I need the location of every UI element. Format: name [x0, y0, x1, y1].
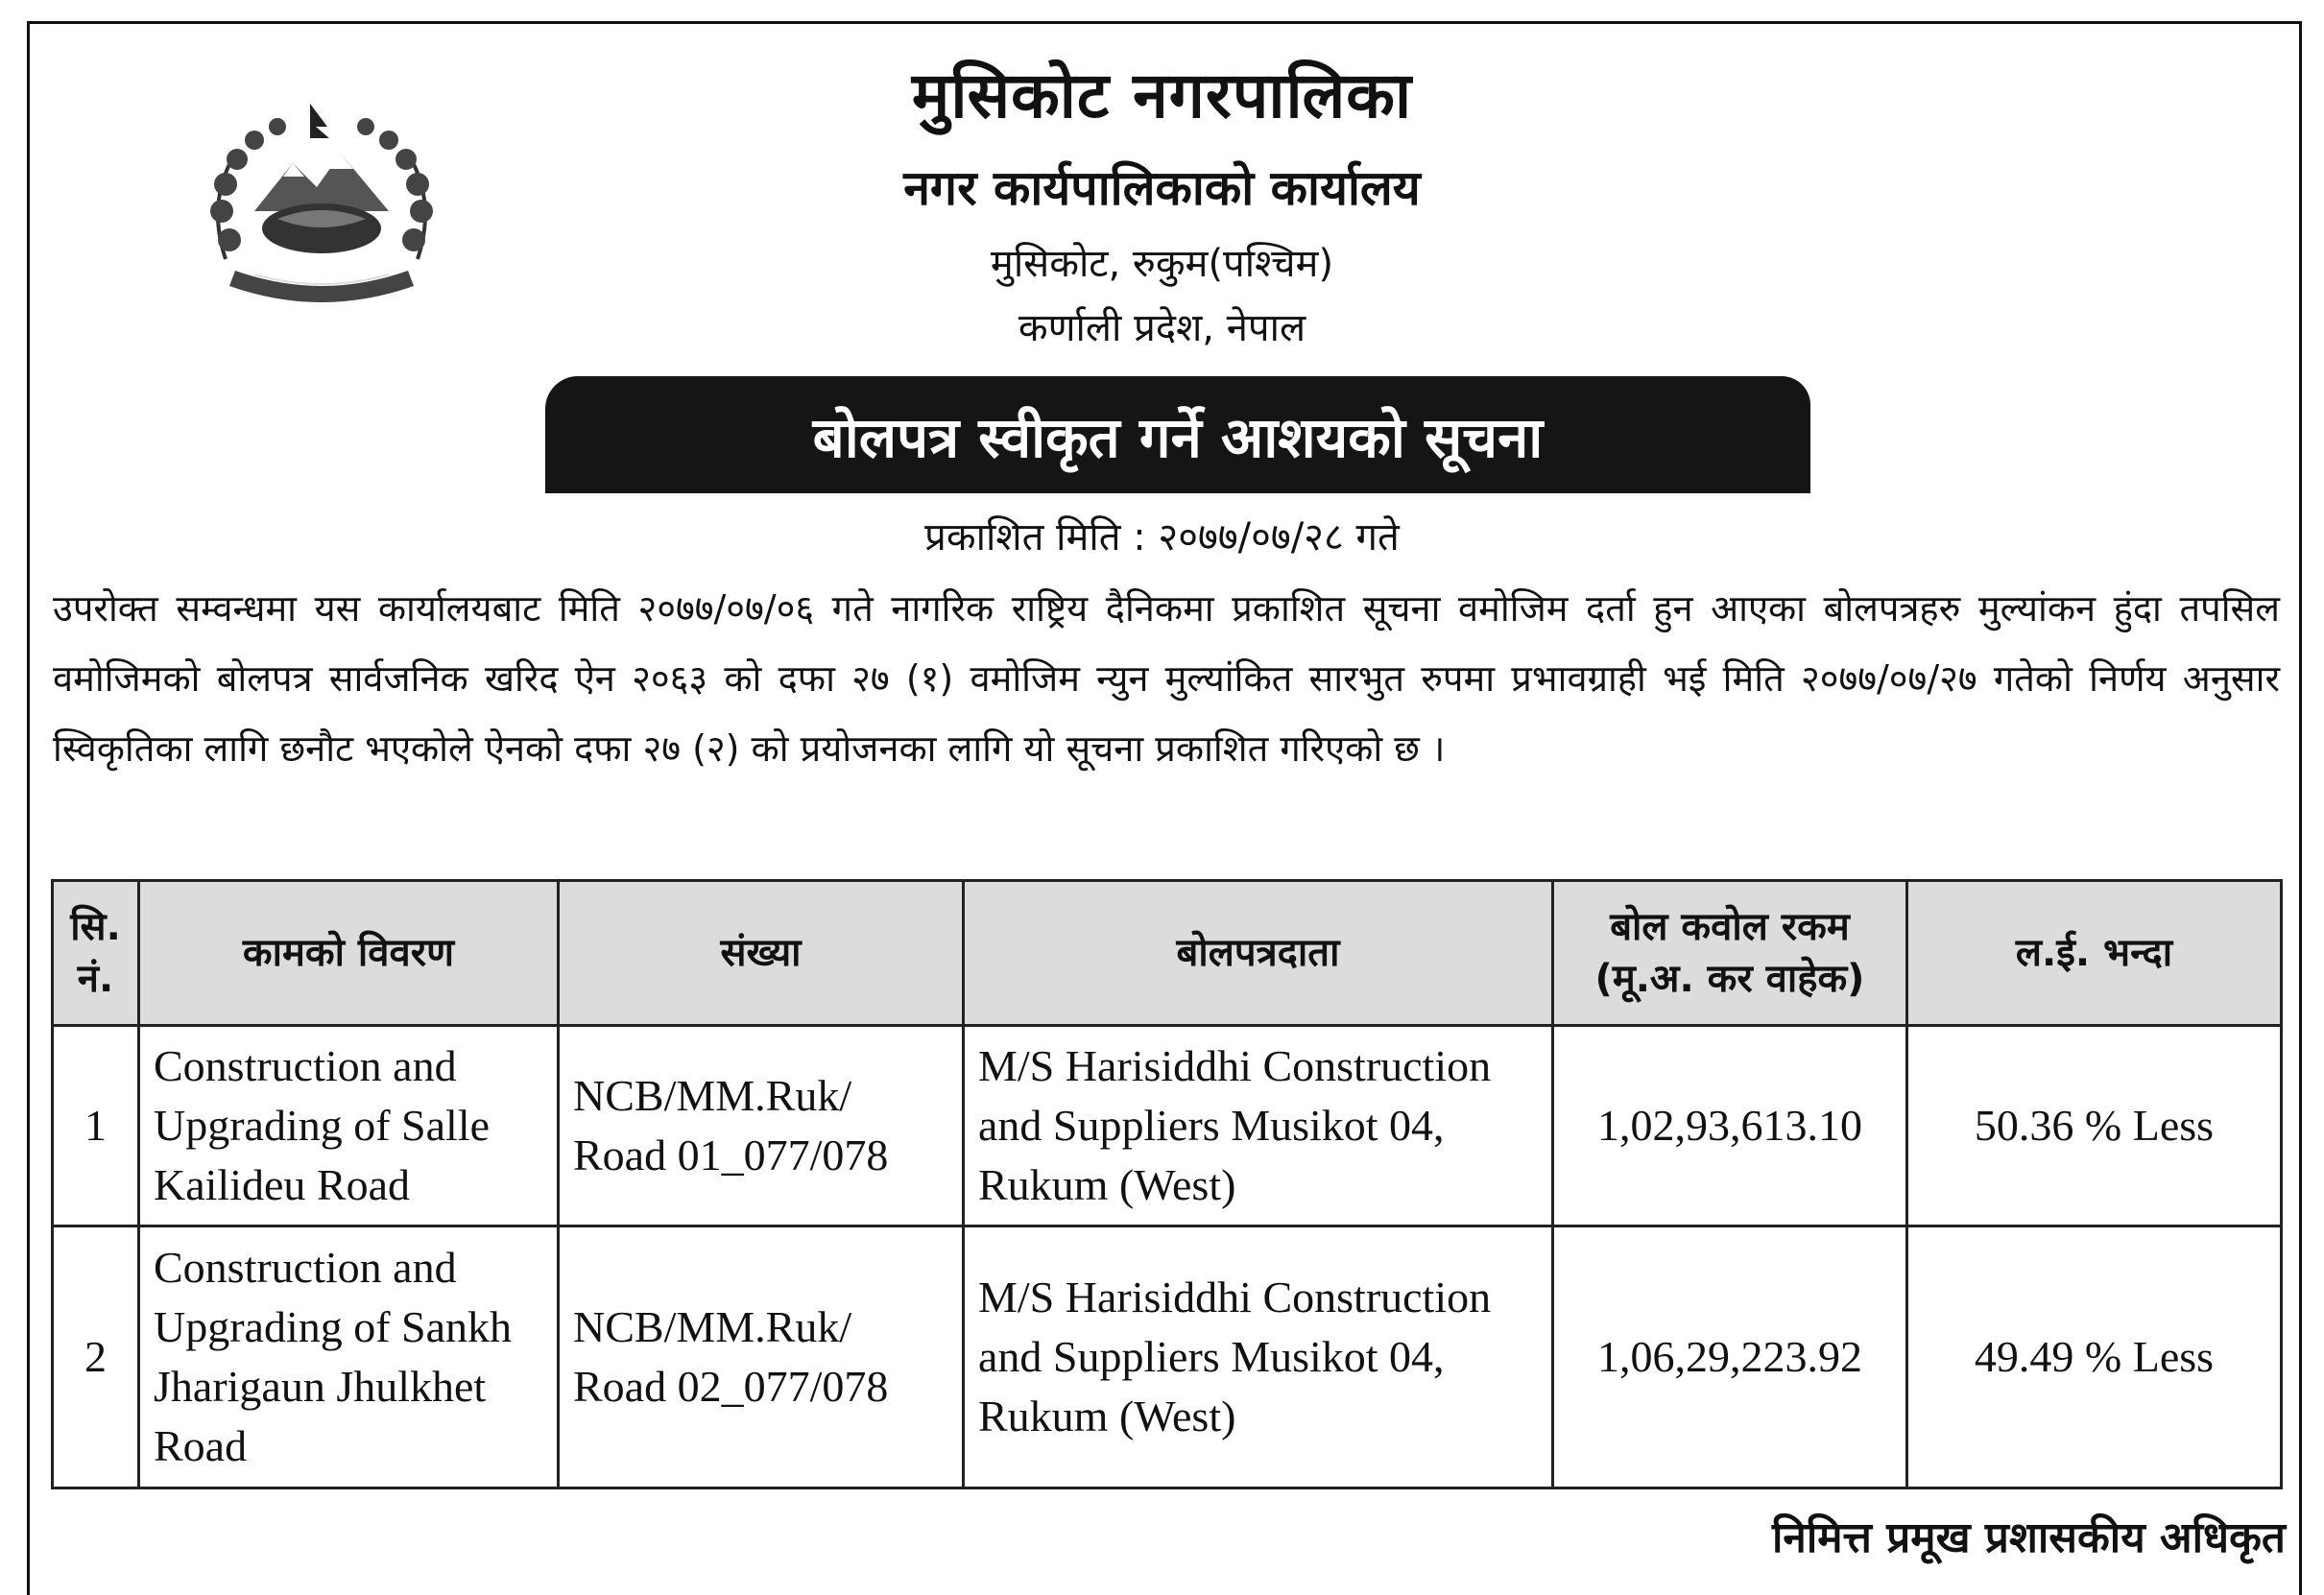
municipality-name: मुसिकोट नगरपालिका [911, 59, 1413, 132]
header-vs-estimate: ल.ई. भन्दा [1907, 881, 2282, 1026]
address-line-2: कर्णाली प्रदेश, नेपाल [1018, 306, 1306, 350]
notice-title: बोलपत्र स्वीकृत गर्ने आशयको सूचना [812, 404, 1544, 470]
signatory-title: निमित्त प्रमूख प्रशासकीय अधिकृत [1772, 1513, 2286, 1562]
cell-description: Construction and Upgrading of Sankh Jharigaun Jhulkhet Road [139, 1226, 559, 1488]
published-date: प्रकाशित मिति : २०७७/०७/२८ गते [924, 515, 1400, 559]
office-name: नगर कार्यपालिकाको कार्यालय [903, 160, 1421, 216]
address-line-1: मुसिकोट, रुकुम(पश्चिम) [990, 242, 1334, 286]
header-amount [1553, 881, 1907, 1026]
cell-vs-estimate: 49.49 % Less [1907, 1226, 2282, 1488]
header-description: कामको विवरण [139, 881, 559, 1026]
cell-description: Construction and Upgrading of Salle Kailideu Road [139, 1026, 559, 1226]
notice-title-banner [545, 376, 1810, 493]
cell-bidder: M/S Harisiddhi Construction and Suppliers Musikot 04, Rukum (West) [964, 1026, 1553, 1226]
table-row [53, 1226, 2282, 1488]
cell-number: NCB/MM.Ruk/ Road 01_077/078 [559, 1026, 964, 1226]
cell-amount: 1,06,29,223.92 [1553, 1226, 1907, 1488]
table-row [53, 1026, 2282, 1226]
cell-vs-estimate: 50.36 % Less [1907, 1026, 2282, 1226]
header-amount-line1: बोल कवोल रकम [1610, 905, 1850, 949]
cell-bidder: M/S Harisiddhi Construction and Suppliers Musikot 04, Rukum (West) [964, 1226, 1553, 1488]
cell-sn: 1 [53, 1026, 139, 1226]
cell-number: NCB/MM.Ruk/ Road 02_077/078 [559, 1226, 964, 1488]
header-sn: सि. नं. [53, 881, 139, 1026]
table-header-row [53, 881, 2282, 1026]
notice-body: उपरोक्त सम्वन्धमा यस कार्यालयबाट मिति २०७७/०७/०६ गते नागरिक राष्ट्रिय दैनिकमा प्रकाशित सूचना वमोजिम दर्ता हुन आएका बोलपत्रहरु मुल्यांकन हुंदा तपसिल वमोजिमको बोलपत्र सार्वजनिक खरिद ऐन २०६३ को दफा २७ (१) वमोजिम न्युन मुल्यांकित सारभुत रुपमा प्रभावग्राही भई मिति २०७७/०७/२७ गतेको निर्णय अनुसार स्विकृतिका लागि छनौट भएकोले ऐनको दफा २७ (२) को प्रयोजनका लागि यो सूचना प्रकाशित गरिएको छ । [53, 587, 2280, 770]
bid-table [51, 879, 2283, 1489]
header-bidder: बोलपत्रदाता [964, 881, 1553, 1026]
cell-sn: 2 [53, 1226, 139, 1488]
cell-amount: 1,02,93,613.10 [1553, 1026, 1907, 1226]
header-number: संख्या [559, 881, 964, 1026]
header-amount-line2: (मू.अ. कर वाहेक) [1594, 957, 1865, 1001]
